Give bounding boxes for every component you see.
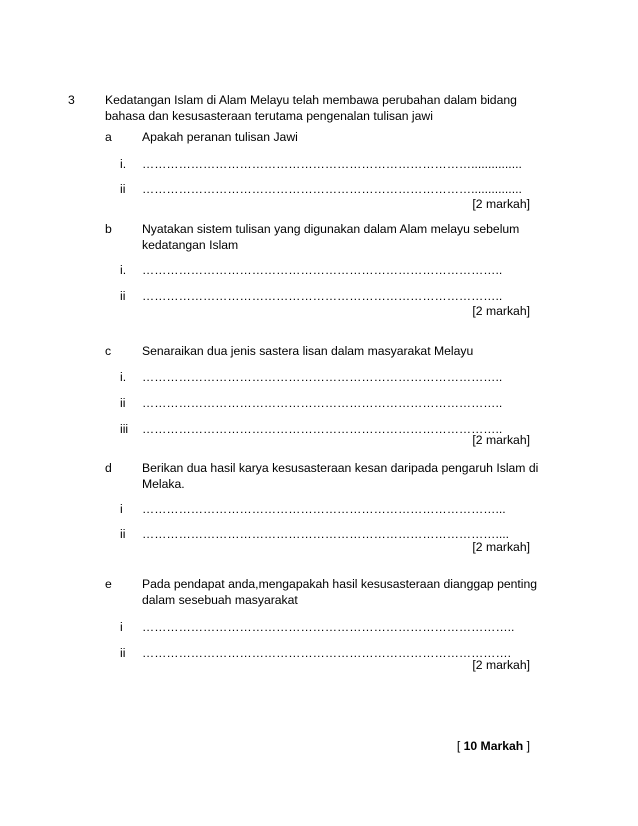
total-close-bracket: ] — [526, 739, 530, 753]
part-a-answer-ii-label: ii — [120, 182, 126, 196]
part-c-answer-iii-label: iii — [120, 422, 129, 436]
part-e-prompt-line1: Pada pendapat anda,mengapakah hasil kesusasteraan dianggap penting — [142, 577, 538, 591]
part-c-marks: [2 markah] — [472, 433, 530, 447]
part-e-answer-i-label: i — [120, 620, 123, 634]
part-c-answer-ii-line[interactable]: …………………………………………………………………………….. — [142, 396, 503, 410]
part-b-answer-ii-label: ii — [120, 289, 126, 303]
part-c-answer-i-line[interactable]: …………………………………………………………………………….. — [142, 370, 503, 384]
part-d-letter: d — [105, 461, 112, 475]
part-e-answer-ii-label: ii — [120, 646, 126, 660]
part-a-letter: a — [105, 130, 112, 144]
part-c-letter: c — [105, 344, 112, 358]
part-a-marks: [2 markah] — [472, 197, 530, 211]
question-stem-line1: Kedatangan Islam di Alam Melayu telah membawa perubahan dalam bidang — [105, 93, 517, 107]
part-d-prompt-line1: Berikan dua hasil karya kesusasteraan kesan daripada pengaruh Islam di — [142, 461, 539, 475]
part-b-prompt-line1: Nyatakan sistem tulisan yang digunakan dalam Alam melayu sebelum — [142, 222, 520, 236]
part-b-answer-ii-line[interactable]: …………………………………………………………………………….. — [142, 289, 503, 303]
part-a-answer-ii-line[interactable]: ………………………………………………………………………............... — [142, 182, 522, 196]
part-d-answer-i-label: i — [120, 502, 123, 516]
part-d-answer-ii-line[interactable]: …………………………………………………………………………….... — [142, 527, 509, 541]
total-marks — [457, 738, 530, 754]
part-c-answer-i-label: i. — [120, 370, 127, 384]
part-c-answer-ii-label: ii — [120, 396, 126, 410]
part-d-answer-ii-label: ii — [120, 527, 126, 541]
part-a-answer-i-label: i. — [120, 157, 127, 171]
part-d-prompt-line2: Melaka. — [142, 477, 185, 491]
question-stem-line2: bahasa dan kesusasteraan terutama pengenalan tulisan jawi — [105, 109, 433, 123]
part-b-answer-i-label: i. — [120, 263, 127, 277]
part-a-prompt: Apakah peranan tulisan Jawi — [142, 130, 298, 144]
total-marks-label: 10 Markah — [463, 739, 524, 753]
part-c-answer-iii-line[interactable]: …………………………………………………………………………….. — [142, 422, 503, 436]
part-b-marks: [2 markah] — [472, 304, 530, 318]
part-e-answer-ii-line[interactable]: ………………………………………………………………………………. — [142, 646, 512, 660]
part-e-letter: e — [105, 577, 112, 591]
part-e-marks: [2 markah] — [472, 658, 530, 672]
part-e-answer-i-line[interactable]: ……………………………………………………………………………….. — [142, 620, 515, 634]
part-a-answer-i-line[interactable]: ………………………………………………………………………............... — [142, 157, 522, 171]
part-c-prompt: Senaraikan dua jenis sastera lisan dalam masyarakat Melayu — [142, 344, 474, 358]
part-d-marks: [2 markah] — [472, 540, 530, 554]
part-d-answer-i-line[interactable]: ……………………………………………………………………………... — [142, 502, 506, 516]
part-b-letter: b — [105, 222, 112, 236]
part-e-prompt-line2: dalam sesebuah masyarakat — [142, 593, 298, 607]
total-open-bracket: [ — [456, 739, 461, 753]
part-b-answer-i-line[interactable]: …………………………………………………………………………….. — [142, 263, 503, 277]
question-number: 3 — [68, 93, 75, 107]
part-b-prompt-line2: kedatangan Islam — [142, 238, 239, 252]
